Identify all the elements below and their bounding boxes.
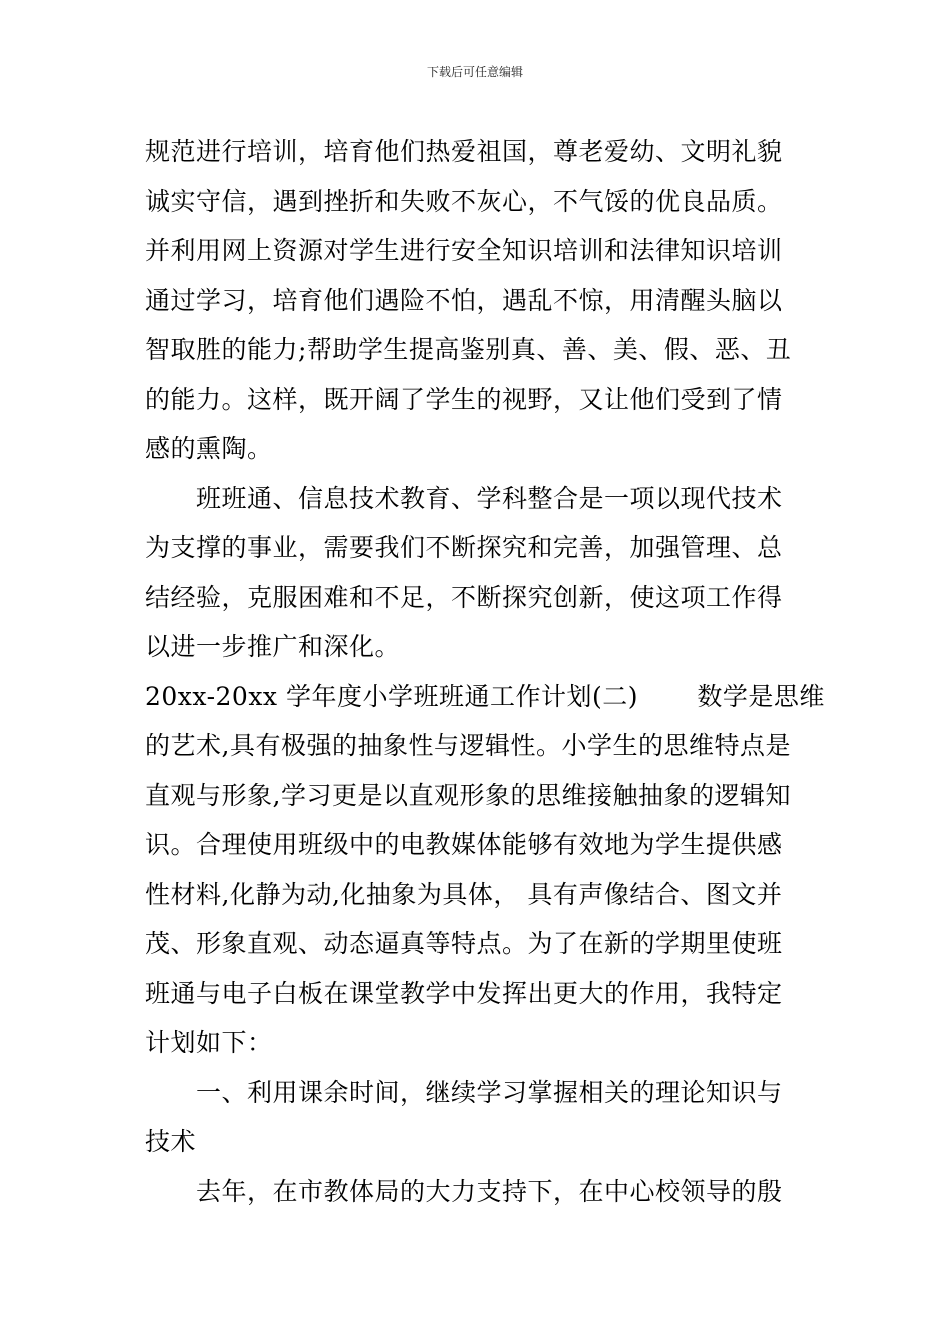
body-line-16: 性材料,化静为动,化抽象为具体， 具有声像结合、图文并 — [145, 880, 783, 909]
body-line-18: 班通与电子白板在课堂教学中发挥出更大的作用，我特定 — [145, 979, 783, 1008]
body-line-17: 茂、形象直观、动态逼真等特点。为了在新的学期里使班 — [145, 929, 783, 958]
body-line-11: 以进一步推广和深化。 — [145, 632, 401, 661]
body-line-6: 的能力。这样，既开阔了学生的视野，又让他们受到了情 — [145, 385, 783, 414]
header-note: 下载后可任意编辑 — [426, 65, 523, 79]
body-line-8: 班班通、信息技术教育、学科整合是一项以现代技术 — [145, 484, 783, 513]
body-line-21: 技术 — [145, 1127, 197, 1156]
body-line-4: 通过学习，培育他们遇险不怕，遇乱不惊，用清醒头脑以 — [145, 286, 783, 315]
body-line-5: 智取胜的能力;帮助学生提高鉴别真、善、美、假、恶、丑 — [145, 335, 792, 364]
body-line-13: 的艺术,具有极强的抽象性与逻辑性。小学生的思维特点是 — [145, 731, 791, 760]
body-line-2: 诚实守信，遇到挫折和失败不灰心，不气馁的优良品质。 — [145, 187, 783, 216]
body-line-14: 直观与形象,学习更是以直观形象的思维接触抽象的逻辑知 — [145, 781, 791, 810]
body-line-3: 并利用网上资源对学生进行安全知识培训和法律知识培训 — [145, 236, 783, 265]
body-line-9: 为支撑的事业，需要我们不断探究和完善，加强管理、总 — [145, 533, 783, 562]
body-line-20: 一、利用课余时间，继续学习掌握相关的理论知识与 — [145, 1078, 783, 1107]
body-line-22: 去年，在市教体局的大力支持下，在中心校领导的殷 — [145, 1177, 783, 1206]
body-line-10: 结经验，克服困难和不足，不断探究创新，使这项工作得 — [145, 583, 783, 612]
body-line-15: 识。合理使用班级中的电教媒体能够有效地为学生提供感 — [145, 830, 783, 859]
body-line-7: 感的熏陶。 — [145, 434, 273, 463]
body-line-12: 20xx-20xx 学年度小学班班通工作计划(二) 数学是思维 — [145, 682, 825, 711]
body-line-19: 计划如下： — [145, 1028, 273, 1057]
body-line-1: 规范进行培训，培育他们热爱祖国，尊老爱幼、文明礼貌 — [145, 137, 783, 166]
